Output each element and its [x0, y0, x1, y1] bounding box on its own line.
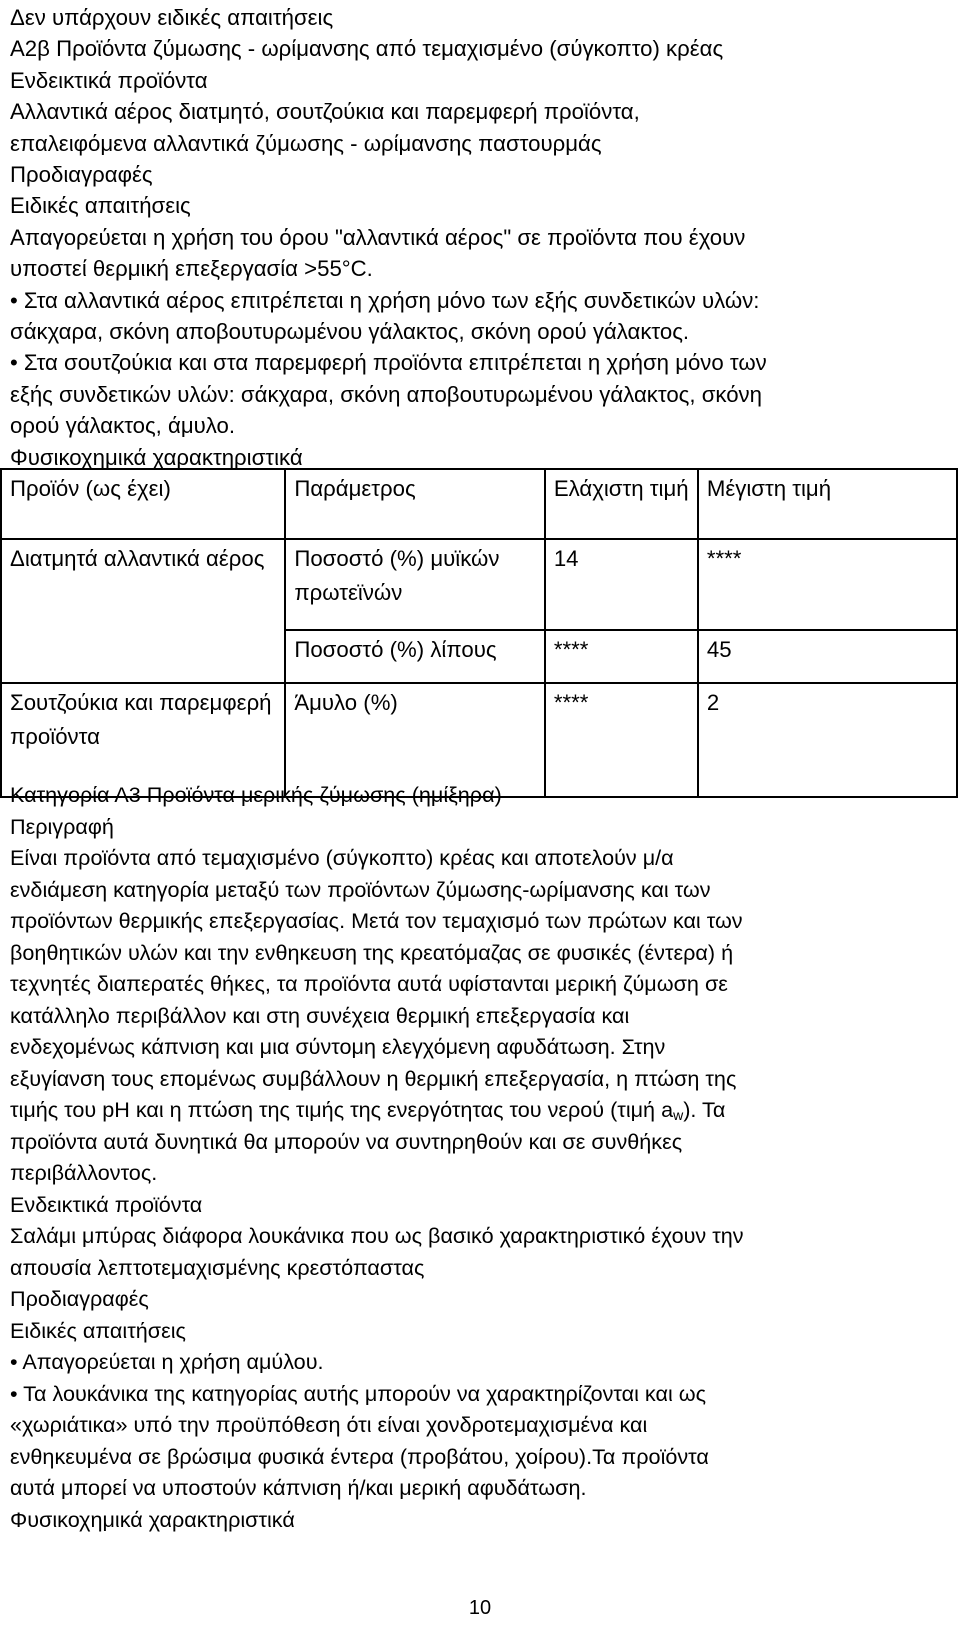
table-cell: ****: [698, 539, 957, 630]
text-line: Απαγορεύεται η χρήση του όρου "αλλαντικά αέρος" σε προϊόντα που έχουν: [10, 224, 746, 250]
text-line: σάκχαρα, σκόνη αποβουτυρωμένου γάλακτος, σκόνη ορού γάλακτος.: [10, 319, 690, 345]
text-line: ενδεχομένως κάπνιση και μια σύντομη ελεγχόμενη αφυδάτωση. Στην: [10, 1034, 666, 1059]
bullet-line: • Απαγορεύεται η χρήση αμύλου.: [10, 1349, 324, 1374]
text-line: Αλλαντικά αέρος διατμητό, σουτζούκια και παρεμφερή προϊόντα,: [10, 99, 640, 125]
subheading: Φυσικοχημικά χαρακτηριστικά: [10, 444, 303, 470]
table-cell: Σουτζούκια και παρεμφερή προϊόντα: [1, 683, 285, 797]
subheading: Προδιαγραφές: [10, 1286, 149, 1311]
bullet-line: • Στα αλλαντικά αέρος επιτρέπεται η χρήση μόνο των εξής συνδετικών υλών:: [10, 287, 760, 313]
header-cell: Παράμετρος: [285, 469, 545, 539]
table-cell: Ποσοστό (%) μυϊκών πρωτεϊνών: [285, 539, 545, 630]
table-cell: 2: [698, 683, 957, 797]
text-line: Σαλάμι μπύρας διάφορα λουκάνικα που ως βασικό χαρακτηριστικό έχουν την: [10, 1223, 744, 1248]
text-line: αυτά μπορεί να υποστούν κάπνιση ή/και μερική αφυδάτωση.: [10, 1475, 587, 1500]
text-line: ορού γάλακτος, άμυλο.: [10, 413, 236, 439]
text-line: βοηθητικών υλών και την ενθηκευση της κρεατόμαζας σε φυσικές (έντερα) ή: [10, 939, 734, 965]
text-line: Δεν υπάρχουν ειδικές απαιτήσεις: [10, 5, 334, 30]
bullet-line: • Τα λουκάνικα της κατηγορίας αυτής μπορούν να χαρακτηρίζονται και ως: [10, 1380, 707, 1406]
table-cell: ****: [545, 630, 698, 683]
table-cell: Διατμητά αλλαντικά αέρος: [1, 539, 285, 683]
subheading: Ειδικές απαιτήσεις: [10, 1317, 186, 1343]
subheading: Ενδεικτικά προϊόντα: [10, 1191, 203, 1217]
text-line: ενθηκευμένα σε βρώσιμα φυσικά έντερα (προβάτου, χοίρου).Τα προϊόντα: [10, 1443, 709, 1469]
text-line: επαλειφόμενα αλλαντικά ζύμωσης - ωρίμανσης παστουρμάς: [10, 130, 602, 156]
page-number: 10: [468, 1597, 492, 1619]
text-line: «χωριάτικα» υπό την προϋπόθεση ότι είναι χονδροτεμαχισμένα και: [10, 1412, 648, 1437]
lower-text-block: [10, 779, 955, 1535]
text-line: απουσία λεπτοτεμαχισμένης κρεστόπαστας: [10, 1254, 425, 1280]
text-line: προϊόντων θερμικής επεξεργασίας. Μετά τον τεμαχισμό των πρώτων και των: [10, 908, 743, 933]
section-heading: Α2β Προϊόντα ζύμωσης - ωρίμανσης από τεμαχισμένο (σύγκοπτο) κρέας: [10, 36, 724, 62]
aw-before: τιμής του pH και η πτώση της τιμής της ενεργότητας του νερού (τιμή a: [10, 1097, 674, 1122]
header-cell: Μέγιστη τιμή: [698, 469, 957, 539]
aw-subscript: w: [673, 1107, 684, 1123]
physicochemical-table: [0, 468, 958, 798]
table-row: [1, 539, 957, 630]
text-line: ενδιάμεση κατηγορία μεταξύ των προϊόντων ζύμωσης-ωρίμανσης και των: [10, 876, 711, 902]
table-cell: 14: [545, 539, 698, 630]
table-header-row: [1, 469, 957, 539]
text-line: υποστεί θερμική επεξεργασία >55°C.: [10, 256, 373, 282]
text-line: Είναι προϊόντα από τεμαχισμένο (σύγκοπτο) κρέας και αποτελούν μ/α: [10, 845, 674, 870]
header-cell: Προϊόν (ως έχει): [1, 469, 285, 539]
header-cell: Ελάχιστη τιμή: [545, 469, 698, 539]
upper-text-block: [10, 2, 955, 473]
subheading: Προδιαγραφές: [10, 162, 153, 188]
text-line: κατάλληλο περιβάλλον και στη συνέχεια θερμική επεξεργασία και: [10, 1002, 630, 1028]
section-heading: Κατηγορία Α3 Προϊόντα μερικής ζύμωσης (ημίξηρα): [10, 782, 502, 807]
table-cell: Ποσοστό (%) λίπους: [285, 630, 545, 683]
table-cell: 45: [698, 630, 957, 683]
text-line: τεχνητές διαπερατές θήκες, τα προϊόντα αυτά υφίστανται μερική ζύμωση σε: [10, 971, 728, 996]
text-line: προϊόντα αυτά δυνητικά θα μπορούν να συντηρηθούν και σε συνθήκες: [10, 1128, 683, 1154]
aw-after: ). Τα: [683, 1097, 726, 1122]
table-cell: Άμυλο (%): [285, 683, 545, 797]
text-line: περιβάλλοντος.: [10, 1160, 158, 1185]
subheading: Φυσικοχημικά χαρακτηριστικά: [10, 1506, 295, 1532]
bullet-line: • Στα σουτζούκια και στα παρεμφερή προϊόντα επιτρέπεται η χρήση μόνο των: [10, 350, 767, 376]
table-cell: ****: [545, 683, 698, 797]
text-line-aw: [10, 1094, 955, 1126]
subheading: Ειδικές απαιτήσεις: [10, 193, 191, 219]
text-line: εξής συνδετικών υλών: σάκχαρα, σκόνη αποβουτυρωμένου γάλακτος, σκόνη: [10, 381, 762, 407]
text-line: εξυγίανση τους επομένως συμβάλλουν η θερμική επεξεργασία, η πτώση της: [10, 1065, 737, 1091]
subheading: Ενδεικτικά προϊόντα: [10, 67, 208, 93]
subheading: Περιγραφή: [10, 813, 114, 839]
